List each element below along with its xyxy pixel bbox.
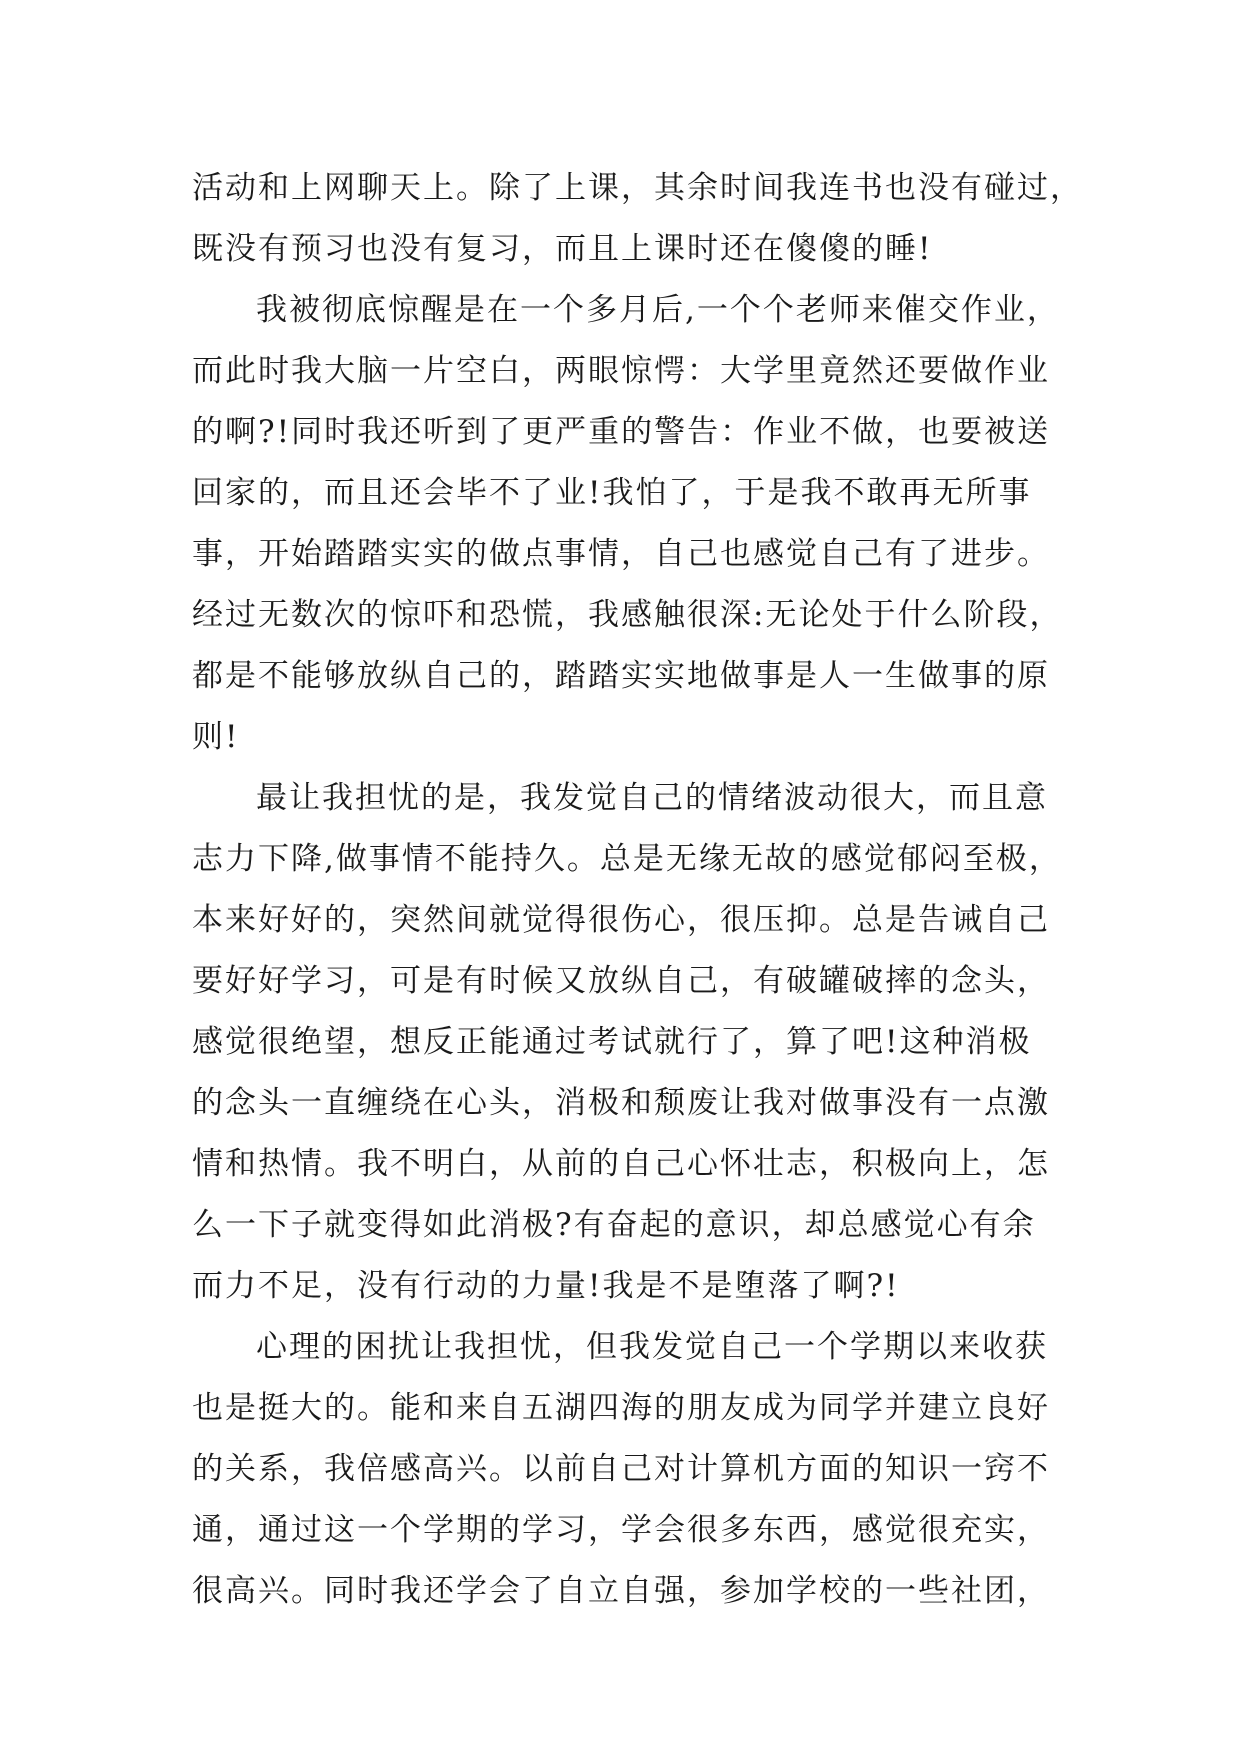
- paragraph-start-line: 心理的困扰让我担忧，但我发觉自己一个学期以来收获: [256, 1329, 1048, 1365]
- text-line: 志力下降,做事情不能持久。总是无缘无故的感觉郁闷至极，: [192, 841, 1062, 877]
- text-line: 么一下子就变得如此消极?有奋起的意识，却总感觉心有余: [192, 1207, 1036, 1243]
- text-line: 既没有预习也没有复习，而且上课时还在傻傻的睡!: [192, 231, 933, 267]
- text-line: 的念头一直缠绕在心头，消极和颓废让我对做事没有一点激: [192, 1085, 1050, 1121]
- text-line: 活动和上网聊天上。除了上课，其余时间我连书也没有碰过，: [192, 170, 1083, 206]
- text-line: 而此时我大脑一片空白，两眼惊愕：大学里竟然还要做作业: [192, 353, 1050, 389]
- paragraph-start-line: 最让我担忧的是，我发觉自己的情绪波动很大，而且意: [256, 780, 1048, 816]
- text-line: 很高兴。同时我还学会了自立自强，参加学校的一些社团，: [192, 1573, 1050, 1609]
- paragraph-start-line: 我被彻底惊醒是在一个多月后,一个个老师来催交作业，: [256, 292, 1060, 328]
- text-line: 的关系，我倍感高兴。以前自己对计算机方面的知识一窍不: [192, 1451, 1050, 1487]
- text-line: 感觉很绝望，想反正能通过考试就行了，算了吧!这种消极: [192, 1024, 1032, 1060]
- text-line: 要好好学习，可是有时候又放纵自己，有破罐破摔的念头，: [192, 963, 1050, 999]
- text-line: 都是不能够放纵自己的，踏踏实实地做事是人一生做事的原: [192, 658, 1050, 694]
- text-line: 而力不足，没有行动的力量!我是不是堕落了啊?!: [192, 1268, 900, 1304]
- text-line: 经过无数次的惊吓和恐慌，我感触很深:无论处于什么阶段，: [192, 597, 1063, 633]
- text-line: 的啊?!同时我还听到了更严重的警告：作业不做，也要被送: [192, 414, 1051, 450]
- text-line: 情和热情。我不明白，从前的自己心怀壮志，积极向上，怎: [192, 1146, 1050, 1182]
- text-line: 则!: [192, 719, 240, 755]
- text-line: 本来好好的，突然间就觉得很伤心，很压抑。总是告诫自己: [192, 902, 1050, 938]
- text-line: 也是挺大的。能和来自五湖四海的朋友成为同学并建立良好: [192, 1390, 1050, 1426]
- text-line: 事，开始踏踏实实的做点事情，自己也感觉自己有了进步。: [192, 536, 1050, 572]
- text-line: 通，通过这一个学期的学习，学会很多东西，感觉很充实，: [192, 1512, 1050, 1548]
- text-line: 回家的，而且还会毕不了业!我怕了，于是我不敢再无所事: [192, 475, 1032, 511]
- body-text: [192, 158, 1092, 1622]
